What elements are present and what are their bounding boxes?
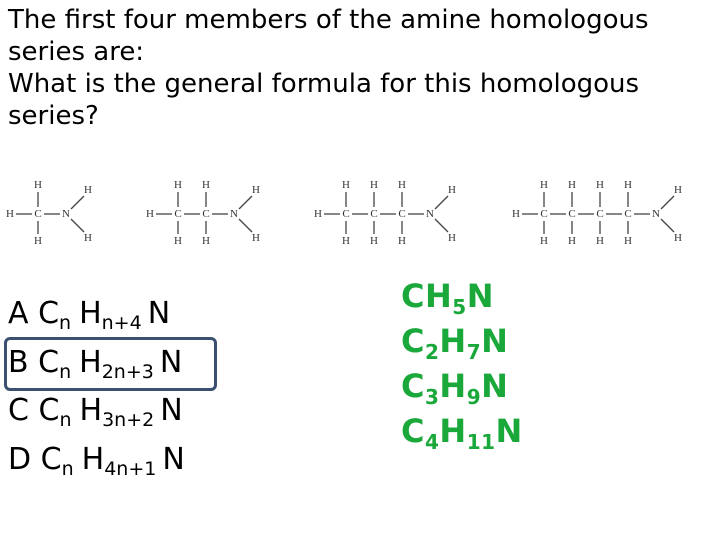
hydrogen-atom: H [34,235,42,247]
hydrogen-symbol: H [79,344,102,380]
hydrogen-atom: H [624,179,632,191]
formula-nitrogen: N [481,367,509,405]
formula-nitrogen: N [466,277,494,315]
nitrogen-atom: N [62,208,70,220]
amine-structures [0,170,720,250]
hydrogen-atom: H [398,235,406,247]
bond-line [239,196,252,209]
carbon-atom: C [370,208,378,220]
hydrogen-atom: H [370,179,378,191]
carbon-atom: C [34,208,42,220]
question-line-1: The first four members of the amine homologous series are: [8,5,649,67]
question-text [8,4,708,132]
carbon-atom: C [624,208,632,220]
nitrogen-atom: N [230,208,238,220]
carbon-atom: C [596,208,604,220]
answer-highlight-box [4,337,217,391]
hydrogen-atom: H [596,179,604,191]
hydrogen-atom: H [84,184,92,196]
bond-line [435,196,448,209]
bond-line [239,219,252,232]
formula-carbon-subscript: 3 [424,385,440,409]
hydrogen-symbol: H [79,296,102,331]
hydrogen-atom: H [568,235,576,247]
formula-hydrogen-subscript: 9 [466,385,482,409]
hydrogen-atom: H [512,208,520,220]
nitrogen-atom: N [652,208,660,220]
carbon-symbol: C [38,344,60,380]
hydrogen-atom: H [174,179,182,191]
hydrogen-atom: H [202,179,210,191]
formula-nitrogen: N [495,412,523,450]
hydrogen-subscript: 3n+2 [102,409,155,431]
formula-butylamine [401,409,523,454]
hydrogen-atom: H [252,232,260,244]
hydrogen-atom: H [540,179,548,191]
hydrogen-atom: H [342,179,350,191]
formula-carbon: C [401,412,425,450]
formula-hydrogen: H [424,277,453,315]
bond-line [661,219,674,232]
formula-carbon-subscript: 2 [424,340,440,364]
formula-ethylamine [401,319,523,364]
formula-hydrogen-subscript: 11 [466,430,496,454]
hydrogen-atom: H [314,208,322,220]
formula-carbon: C [401,367,425,405]
carbon-symbol: C [38,296,60,331]
carbon-atom: C [398,208,406,220]
question-line-2: What is the general formula for this homologous series? [8,69,640,131]
option-letter: D [8,441,32,477]
formula-hydrogen: H [439,367,467,405]
carbon-symbol: C [40,441,62,477]
carbon-subscript: n [59,312,72,334]
formula-hydrogen-subscript: 7 [466,340,482,364]
carbon-atom: C [540,208,548,220]
hydrogen-atom: H [624,235,632,247]
hydrogen-atom: H [448,184,456,196]
formula-hydrogen: H [439,412,467,450]
nitrogen-symbol: N [147,296,171,331]
option-d[interactable] [8,436,185,485]
hydrogen-atom: H [34,179,42,191]
option-c[interactable] [8,387,185,436]
carbon-atom: C [342,208,350,220]
option-letter: A [8,296,29,331]
hydrogen-atom: H [568,179,576,191]
carbon-subscript: n [59,409,72,431]
hydrogen-symbol: H [81,441,105,477]
nitrogen-symbol: N [159,344,183,380]
bond-line [435,219,448,232]
hydrogen-symbol: H [79,393,103,428]
hydrogen-atom: H [540,235,548,247]
option-a[interactable] [8,290,185,339]
hydrogen-atom: H [448,232,456,244]
hydrogen-atom: H [674,184,682,196]
hydrogen-atom: H [84,232,92,244]
carbon-subscript: n [59,360,72,383]
hydrogen-atom: H [252,184,260,196]
hydrogen-atom: H [174,235,182,247]
carbon-subscript: n [61,457,74,480]
formula-methylamine [401,274,523,319]
formula-hydrogen: H [439,322,467,360]
formula-propylamine [401,364,523,409]
hydrogen-subscript: 4n+1 [104,457,157,480]
formula-nitrogen: N [481,322,509,360]
formula-hydrogen-subscript: 5 [452,295,467,319]
option-letter: C [8,393,29,428]
carbon-atom: C [568,208,576,220]
carbon-symbol: C [38,393,60,428]
hydrogen-subscript: 2n+3 [101,360,154,383]
hydrogen-atom: H [342,235,350,247]
hydrogen-atom: H [202,235,210,247]
molecular-formulas [401,274,523,454]
bond-line [661,196,674,209]
nitrogen-symbol: N [160,393,183,428]
carbon-atom: C [174,208,182,220]
hydrogen-atom: H [674,232,682,244]
bond-line [71,219,84,232]
hydrogen-atom: H [146,208,154,220]
formula-carbon: C [401,322,425,360]
formula-carbon: C [401,277,425,315]
hydrogen-subscript: n+4 [101,312,142,334]
hydrogen-atom: H [398,179,406,191]
option-letter: B [8,344,29,380]
nitrogen-atom: N [426,208,434,220]
formula-carbon-subscript: 4 [424,430,440,454]
hydrogen-atom: H [596,235,604,247]
structural-formulas-svg [0,170,720,250]
nitrogen-symbol: N [162,441,185,477]
hydrogen-atom: H [6,208,14,220]
bond-line [71,196,84,209]
hydrogen-atom: H [370,235,378,247]
carbon-atom: C [202,208,210,220]
